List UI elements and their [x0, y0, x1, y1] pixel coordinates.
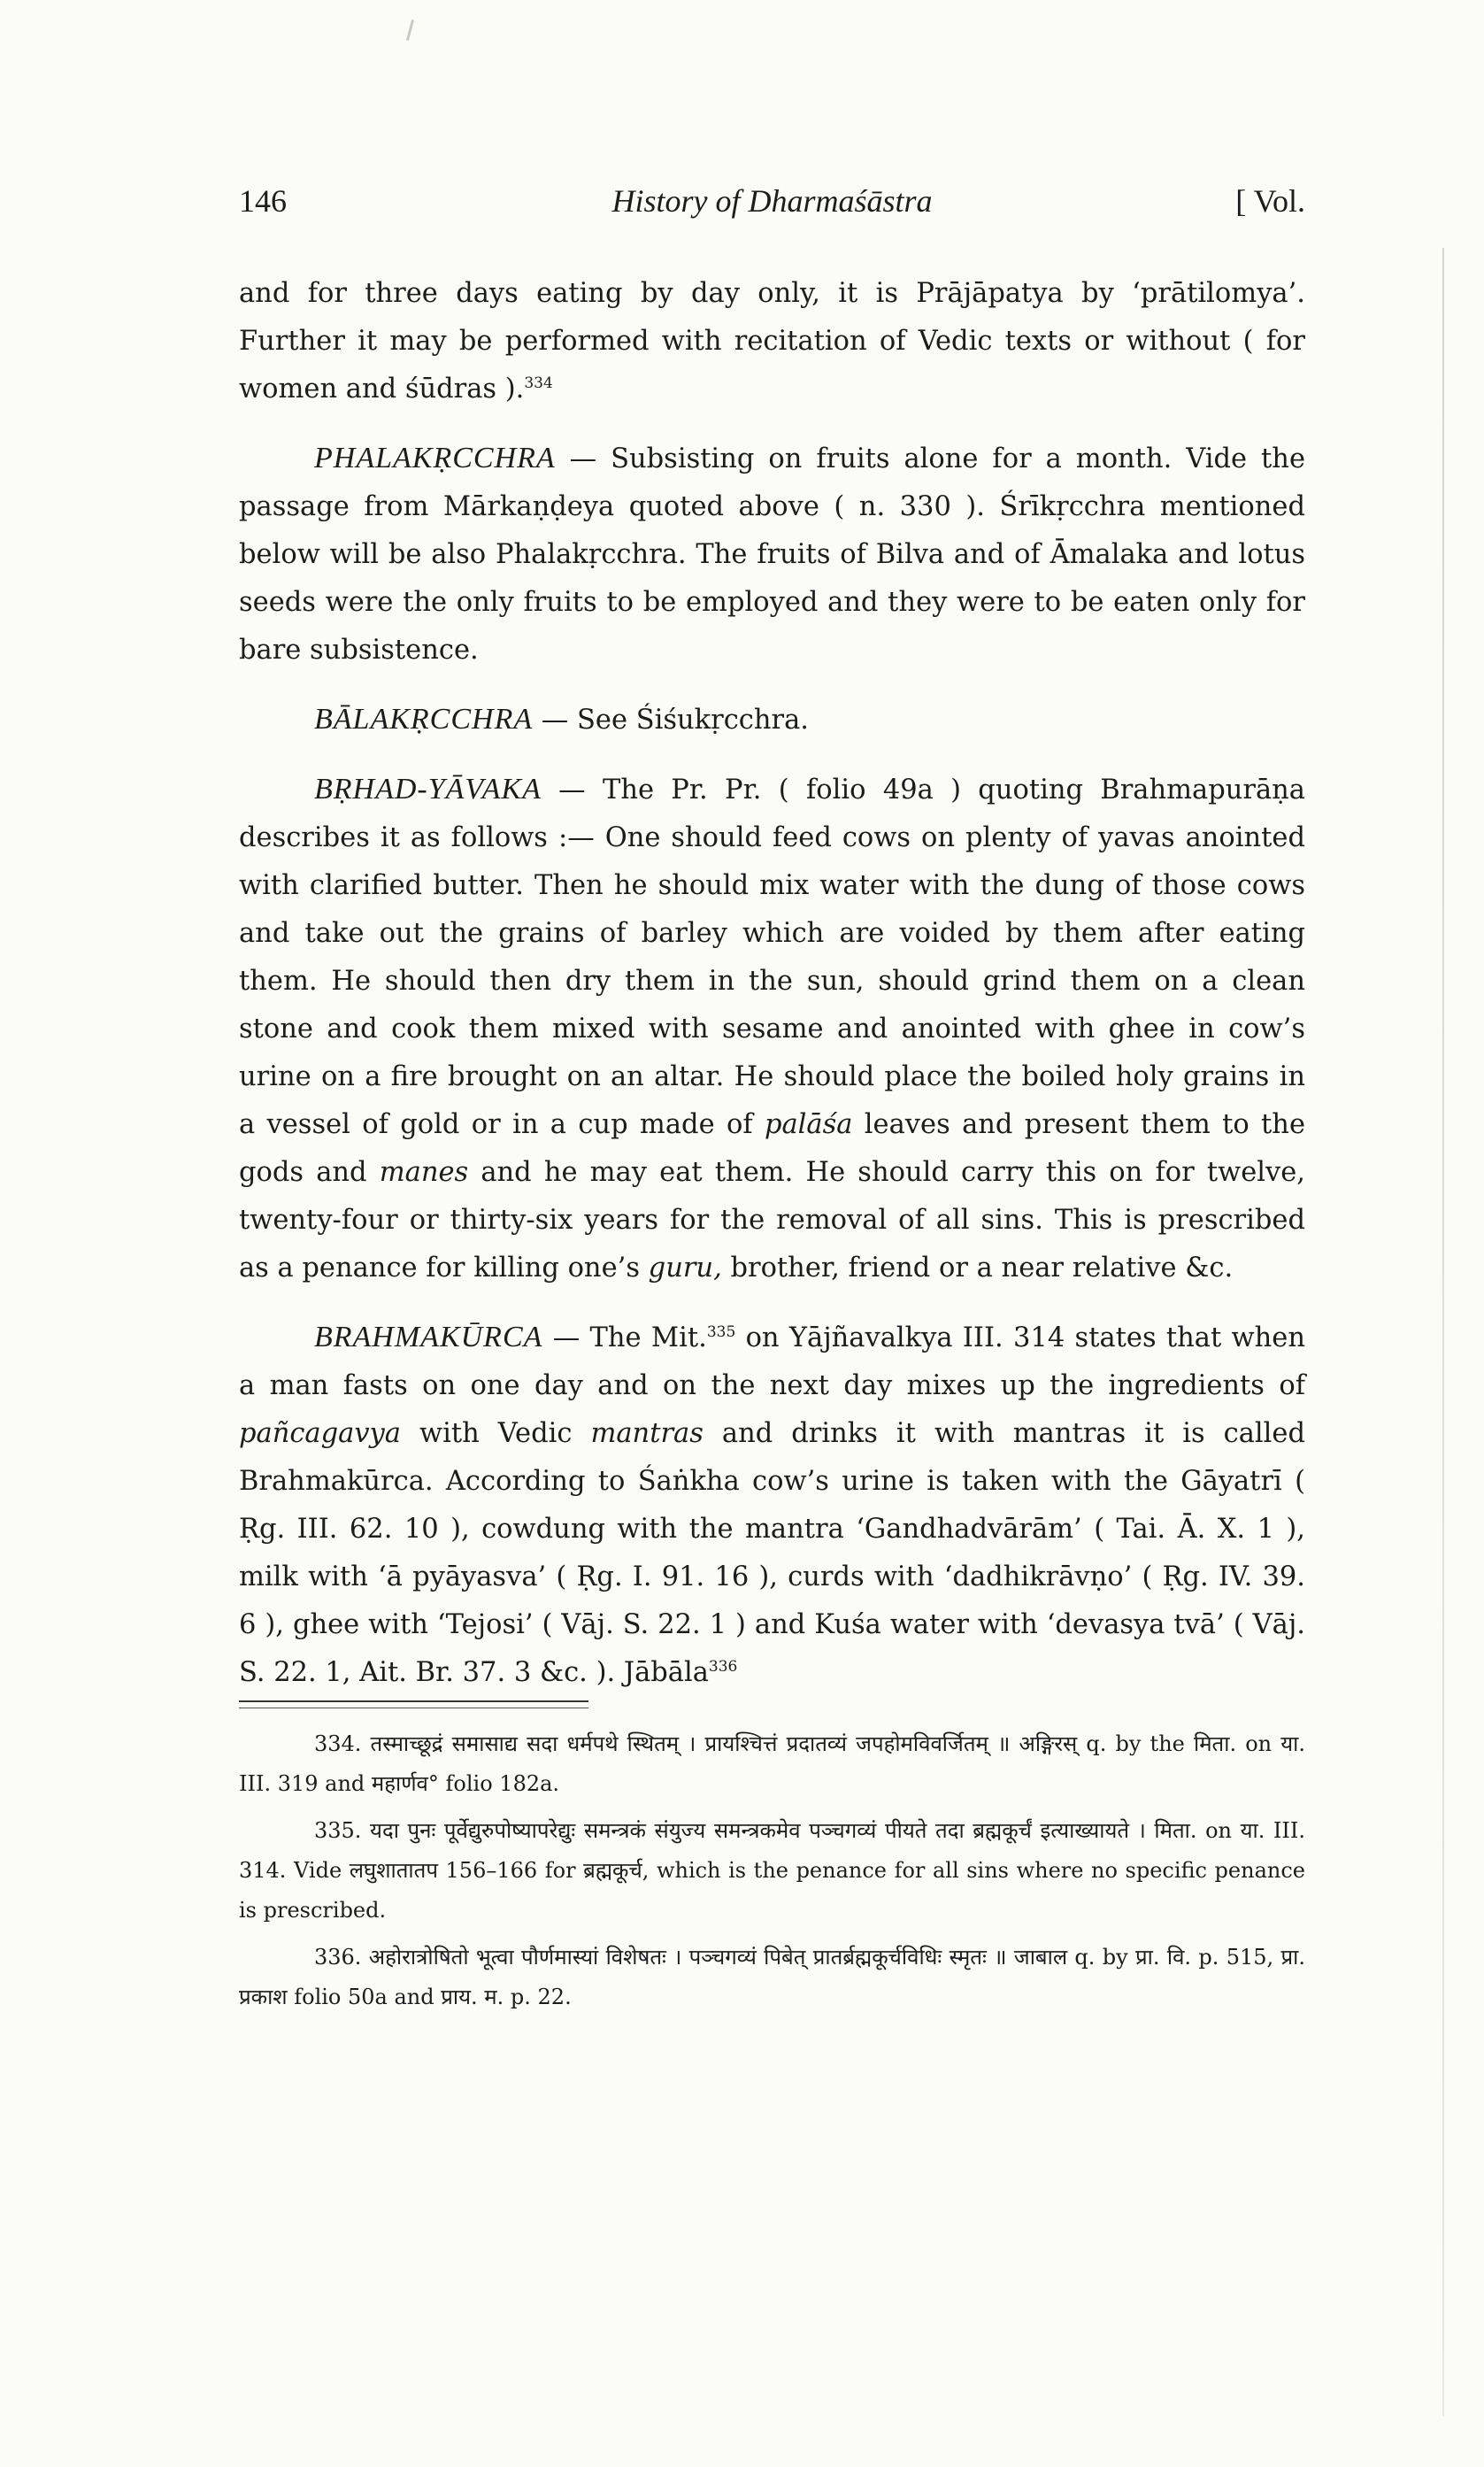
- scan-margin-line: [1442, 248, 1444, 2417]
- footnote-335: 335. यदा पुनः पूर्वेद्युरुपोष्यापरेद्युः समन्त्रकं संयुज्य समन्त्रकमेव पञ्चगव्यं पीयते तदा ब्रह्मकूर्चं इत्याख्यायते । मिता. on या. III. 314. Vide लघुशातातप 156–166 for ब्रह्मकूर्च, which is the penance for all sins where no specific penance is prescribed.: [239, 1818, 1305, 1923]
- entry-brahmakurca: BRAHMAKŪRCA — The Mit.$^{335}$ on Yājñavalkya III. 314 states that when a man fasts on one day and on the next day mixes up the ingredients of pañcagavya with Vedic mantras and drinks it with mantras it is called Brahmakūrca. According to Śaṅkha cow’s urine is taken with the Gāyatrī ( Ṛg. III. 62. 10 ), cowdung with the mantra ‘Gandhadvārām’ ( Tai. Ā. X. 1 ), milk with ‘ā pyāyasva’ ( Ṛg. I. 91. 16 ), curds with ‘dadhikrāvṇo’ ( Ṛg. IV. 39. 6 ), ghee with ‘Tejosi’ ( Vāj. S. 22. 1 ) and Kuśa water with ‘devasya tvā’ ( Vāj. S. 22. 1, Ait. Br. 37. 3 &c. ). Jābāla$^{336}$: [239, 1321, 1305, 1688]
- entry-term: BĀLAKṚCCHRA: [314, 703, 534, 736]
- page: [239, 177, 1305, 2024]
- footnote-ref-335[interactable]: 335: [706, 1322, 736, 1341]
- running-header: [239, 177, 1305, 230]
- entry-balakrcchra: BĀLAKṚCCHRA — See Śiśukṛcchra.: [314, 703, 809, 736]
- entry-term: BṚHAD-YĀVAKA: [314, 773, 542, 806]
- footnote-336: 336. अहोरात्रोषितो भूत्वा पौर्णमास्यां विशेषतः । पञ्चगव्यं पिबेत् प्रातर्ब्रह्मकूर्चविधिः स्मृतः ॥ जाबाल q. by प्रा. वि. p. 515, प्रा. प्रकाश folio 50a and प्राय. म. p. 22.: [239, 1945, 1305, 2009]
- footnotes: [239, 1724, 1305, 2017]
- paper-speck: [406, 19, 414, 41]
- footnote-ref-336[interactable]: 336: [708, 1657, 738, 1676]
- body-text: [239, 270, 1305, 1697]
- running-title: History of Dharmaśāstra: [611, 183, 933, 219]
- volume-label: [ Vol.: [1235, 183, 1305, 219]
- entry-brhad-yavaka: BṚHAD-YĀVAKA — The Pr. Pr. ( folio 49a ) quoting Brahmapurāṇa describes it as follows :— One should feed cows on plenty of yavas anointed with clarified butter. Then he should mix water with the dung of those cows and take out the grains of barley which are voided by them after eating them. He should then dry them in the sun, should grind them on a clean stone and cook them mixed with sesame and anointed with ghee in cow’s urine on a fire brought on an altar. He should place the boiled holy grains in a vessel of gold or in a cup made of palāśa leaves and present them to the gods and manes and he may eat them. He should carry this on for twelve, twenty-four or thirty-six years for the removal of all sins. This is prescribed as a penance for killing one’s guru, brother, friend or a near relative &c.: [239, 773, 1305, 1284]
- entry-phalakrcchra: PHALAKṚCCHRA — Subsisting on fruits alone for a month. Vide the passage from Mārkaṇḍeya quoted above ( n. 330 ). Śrīkṛcchra mentioned below will be also Phalakṛcchra. The fruits of Bilva and of Āmalaka and lotus seeds were the only fruits to be employed and they were to be eaten only for bare subsistence.: [239, 442, 1305, 666]
- page-number: 146: [239, 183, 287, 219]
- footnote-334: 334. तस्माच्छूद्रं समासाद्य सदा धर्मपथे स्थितम् । प्रायश्चित्तं प्रदातव्यं जपहोमविवर्जितम् ॥ अङ्गिरस् q. by the मिता. on या. III. 319 and महार्णव° folio 182a.: [239, 1731, 1305, 1796]
- footnote-rule: [239, 1700, 588, 1708]
- entry-term: BRAHMAKŪRCA: [314, 1321, 543, 1353]
- footnote-ref-334[interactable]: 334: [524, 374, 553, 392]
- intro-paragraph: and for three days eating by day only, it is Prājāpatya by ‘prātilomya’. Further it may be performed with recitation of Vedic texts or without ( for women and śūdras ).$^{334}$: [239, 278, 1305, 405]
- entry-term: PHALAKṚCCHRA: [314, 442, 556, 474]
